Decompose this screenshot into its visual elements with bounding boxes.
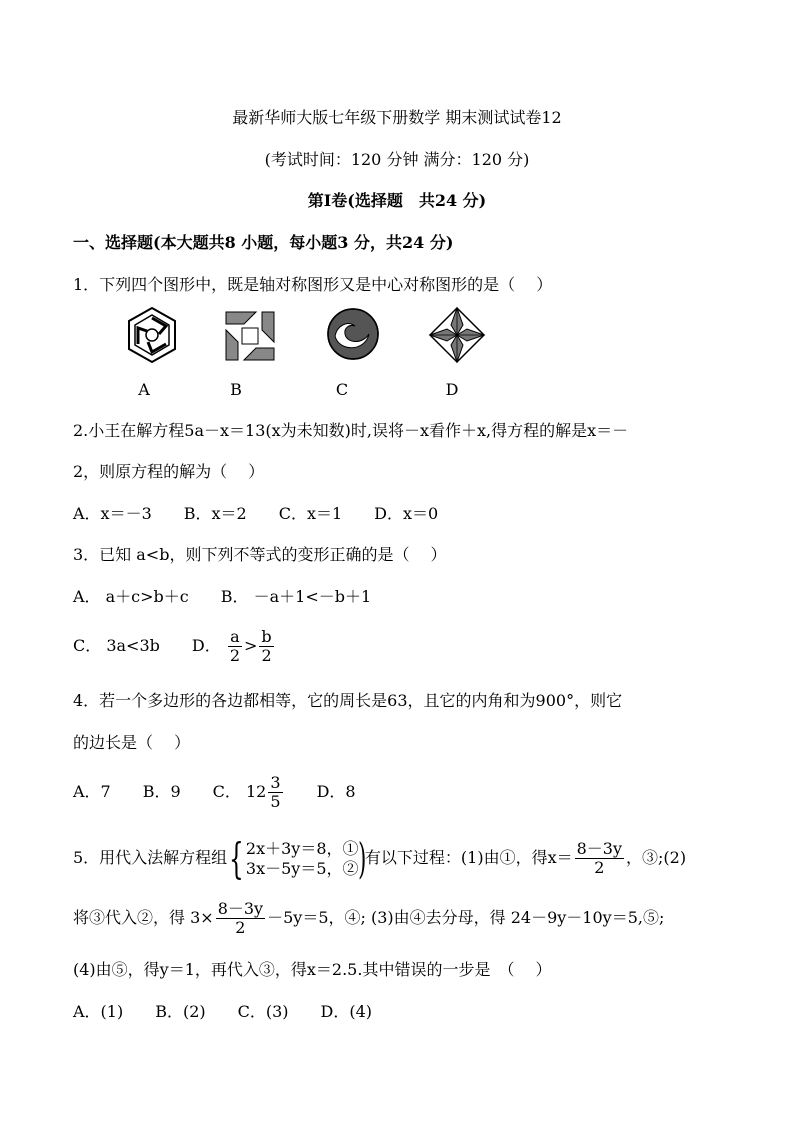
question-3-options-line2 <box>73 628 276 665</box>
question-3-options-line1: A． a＋c>b＋c B． －a＋1<－b＋1 <box>73 587 372 606</box>
fraction-numerator: 8－3y <box>217 899 264 918</box>
fraction-numerator: a <box>230 627 240 646</box>
fraction-denominator: 2 <box>594 858 605 877</box>
fraction-denominator: 2 <box>235 918 246 937</box>
fraction-8-minus-3y <box>216 900 265 937</box>
left-brace: { <box>229 833 244 883</box>
figure-c-label: C <box>335 380 349 399</box>
greater-than-sign: > <box>244 636 258 655</box>
question-3-option-c: C． 3a<3b D． <box>73 636 221 655</box>
figure-d-diamond-icon <box>427 305 487 365</box>
fraction-denominator: 5 <box>270 792 281 811</box>
fraction-numerator: 8－3y <box>576 839 623 858</box>
equation-2: 3x－5y＝5，② <box>245 858 359 878</box>
mixed-number-fraction <box>268 774 282 811</box>
figure-c-yinyang-icon <box>325 306 381 362</box>
figure-a-label: A <box>138 380 150 399</box>
fraction-b-over-2 <box>259 628 273 665</box>
fraction-denominator: 2 <box>229 646 240 665</box>
question-4-options <box>73 774 356 811</box>
fraction-numerator: b <box>261 627 272 646</box>
figure-a-hexagon-icon <box>122 305 182 365</box>
figure-d-label: D <box>445 380 459 399</box>
question-3-stem: 3．已知 a<b，则下列不等式的变形正确的是（ ） <box>73 545 447 564</box>
question-5-line2-pre: 将③代入②，得 3× <box>73 908 214 927</box>
question-5-line2 <box>73 898 664 938</box>
question-5-line1-post: ，③;(2) <box>626 848 687 867</box>
question-5-line1-mid: 有以下过程：(1)由①，得x＝ <box>364 848 573 867</box>
question-4-stem-line1: 4．若一个多边形的各边都相等，它的周长是63，且它的内角和为900°，则它 <box>73 691 623 710</box>
question-2-options: A．x＝－3 B．x＝2 C．x＝1 D．x＝0 <box>73 504 439 523</box>
exam-info: (考试时间：120 分钟 满分：120 分) <box>264 150 530 169</box>
question-4-options-post: D．8 <box>284 782 356 801</box>
fraction-numerator: 3 <box>270 773 281 792</box>
equation-1: 2x＋3y＝8，① <box>245 838 359 858</box>
figure-b-label: B <box>230 380 242 399</box>
question-4-options-pre: A．7 B．9 C． 12 <box>73 782 267 801</box>
figure-b-pinwheel-icon <box>222 308 278 364</box>
fraction-8-minus-3y <box>575 840 624 877</box>
question-5-line1 <box>73 833 687 883</box>
question-2-stem-line1: 2.小王在解方程5a－x＝13(x为未知数)时,误将－x看作＋x,得方程的解是x＝－ <box>73 421 629 440</box>
fraction-denominator: 2 <box>261 646 272 665</box>
question-5-options: A．(1) B．(2) C．(3) D．(4) <box>73 1002 373 1021</box>
question-5-line2-post: －5y＝5，④; (3)由④去分母，得 24－9y－10y＝5,⑤; <box>267 908 665 927</box>
question-4-stem-line2: 的边长是（ ） <box>73 733 191 752</box>
equation-system <box>246 839 359 879</box>
right-paren: ) <box>357 833 366 883</box>
page-title: 最新华师大版七年级下册数学 期末测试试卷12 <box>232 108 562 127</box>
question-1-stem: 1．下列四个图形中，既是轴对称图形又是中心对称图形的是（ ） <box>73 275 553 294</box>
fraction-a-over-2 <box>228 628 242 665</box>
question-2-stem-line2: 2，则原方程的解为（ ） <box>73 462 265 481</box>
question-5-line1-pre: 5．用代入法解方程组 <box>73 848 228 867</box>
part-title: 第Ⅰ卷(选择题 共24 分) <box>307 191 487 210</box>
section-title: 一、选择题(本大题共8 小题，每小题3 分，共24 分) <box>73 233 454 252</box>
question-5-line3: (4)由⑤，得y＝1，再代入③，得x＝2.5.其中错误的一步是 （ ） <box>73 960 552 979</box>
